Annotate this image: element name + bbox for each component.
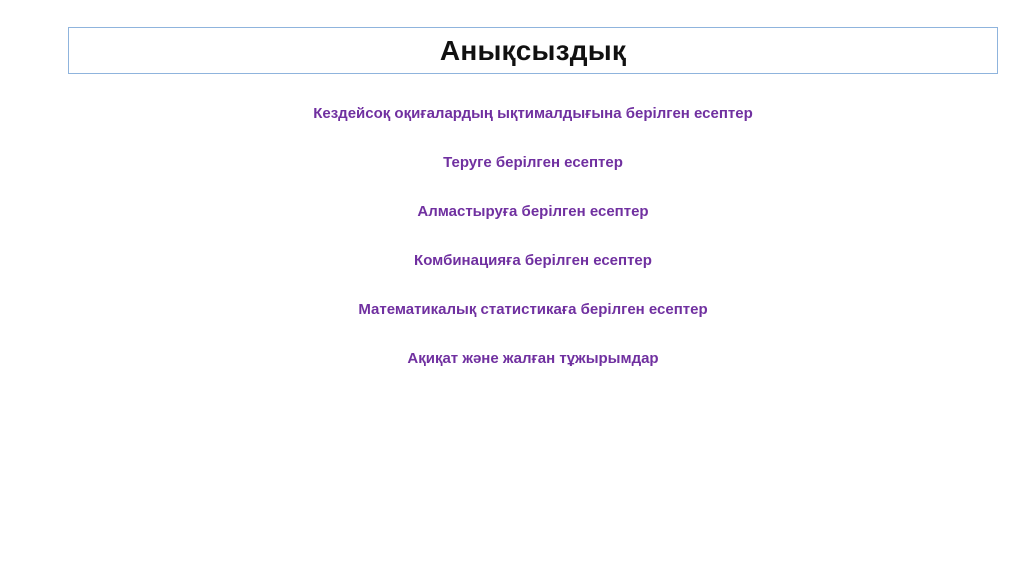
topic-link-random-events[interactable]: Кездейсоқ оқиғалардың ықтималдығына берілген есептер [313, 105, 753, 122]
topic-link-permutation[interactable]: Алмастыруға берілген есептер [417, 203, 649, 220]
list-item [68, 250, 998, 299]
topic-link-list [68, 103, 998, 397]
list-item [68, 152, 998, 201]
slide-title: Анықсыздық [439, 34, 627, 66]
topic-link-combination[interactable]: Комбинацияға берілген есептер [414, 252, 652, 269]
topic-link-true-false[interactable]: Ақиқат және жалған тұжырымдар [407, 350, 659, 367]
title-box [68, 27, 998, 74]
topic-link-statistics[interactable]: Математикалық статистикаға берілген есептер [358, 301, 708, 318]
list-item [68, 201, 998, 250]
list-item [68, 299, 998, 348]
list-item [68, 103, 998, 152]
topic-link-selection[interactable]: Теруге берілген есептер [443, 154, 623, 171]
list-item [68, 348, 998, 397]
